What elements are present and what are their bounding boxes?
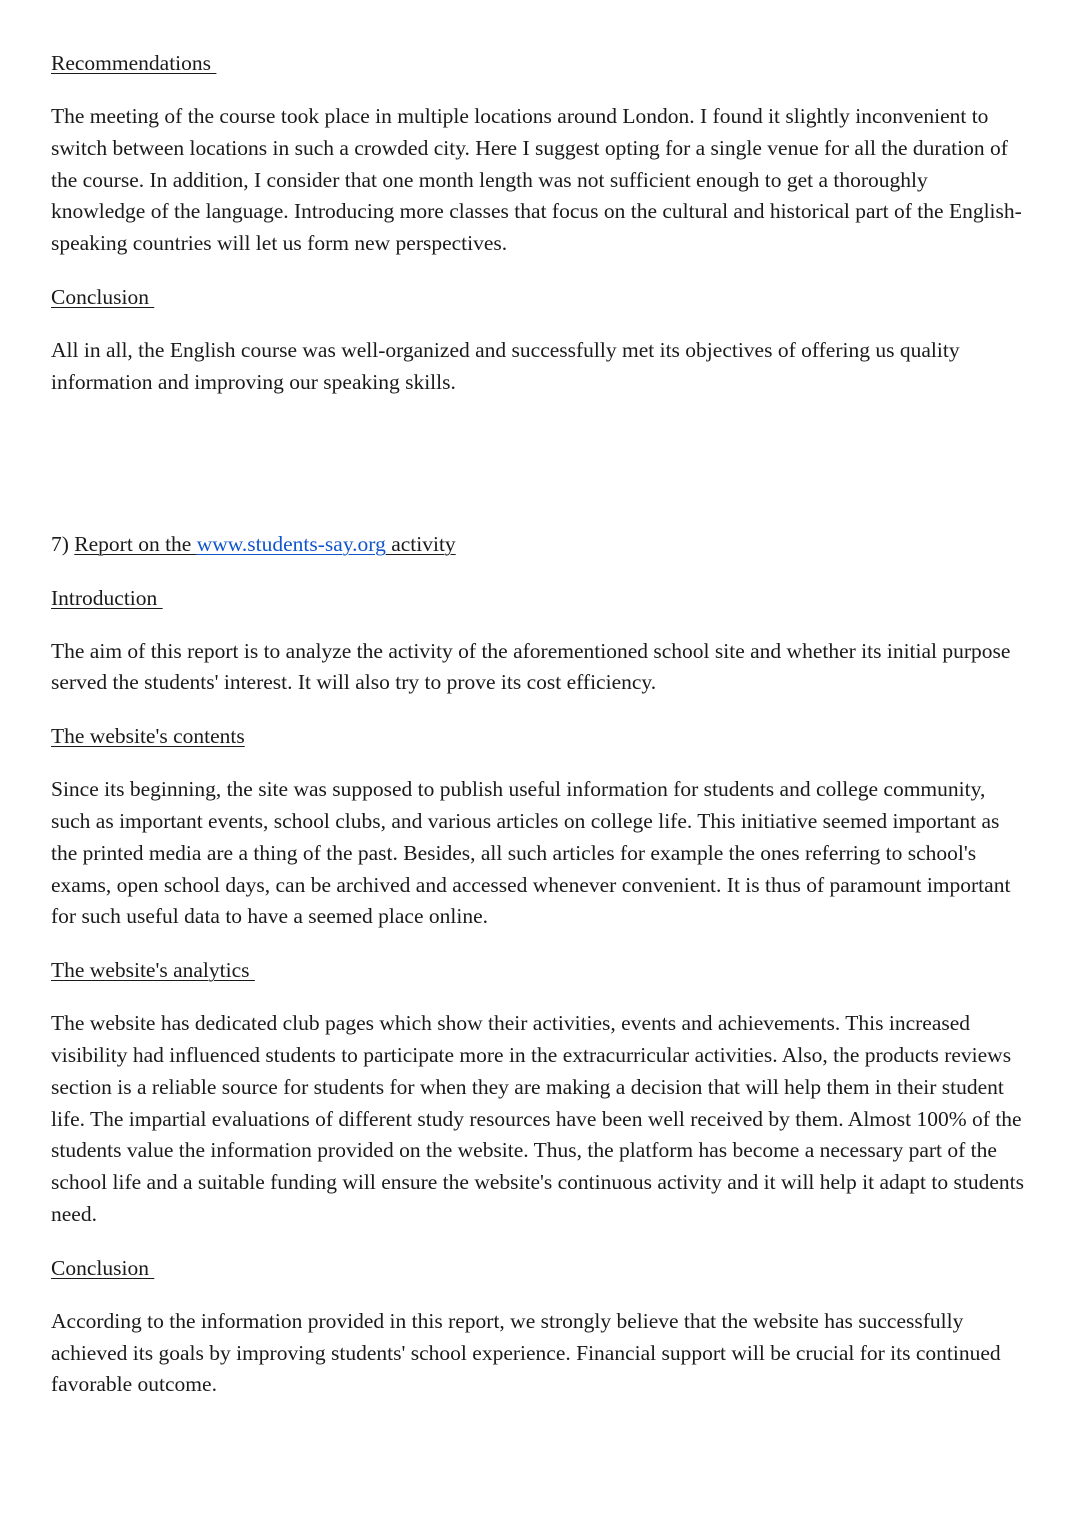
analytics-heading: The website's analytics	[51, 958, 255, 983]
contents-paragraph: Since its beginning, the site was supposed to publish useful information for students and college community, such as important events, school clubs, and various articles on college life. This initiative seemed important as the printed media are a thing of the past. Besides, all such articles for example the ones referring to school's exams, open school days, can be archived and accessed whenever convenient. It is thus of paramount important for such useful data to have a seemed place online.	[51, 777, 1011, 929]
introduction-paragraph: The aim of this report is to analyze the activity of the aforementioned school site and whether its initial purpose served the students' interest. It will also try to prove its cost efficiency.	[51, 638, 1011, 695]
report-conclusion-heading: Conclusion	[51, 1255, 155, 1280]
report-title: 7) Report on the www.students-say.org activity	[51, 531, 456, 556]
recommendations-paragraph: The meeting of the course took place in multiple locations around London. I found it slightly inconvenient to switch between locations in such a crowded city. Here I suggest opting for a single venue for all the duration of the course. In addition, I consider that one month length was not sufficient enough to get a thoroughly knowledge of the language. Introducing more classes that focus on the cultural and historical part of the English-speaking countries will let us form new perspectives.	[51, 104, 1022, 256]
introduction-heading: Introduction	[51, 585, 163, 610]
conclusion-paragraph: All in all, the English course was well-organized and successfully met its objectives of offering us quality information and improving our speaking skills.	[51, 337, 960, 394]
analytics-paragraph: The website has dedicated club pages which show their activities, events and achievements. This increased visibility had influenced students to participate more in the extracurricular activities. Also, the products reviews section is a reliable source for students for when they are making a decision that will help them in their student life. The impartial evaluations of different study resources have been well received by them. Almost 100% of the students value the information provided on the website. Thus, the platform has become a necessary part of the school life and a suitable funding will ensure the website's continuous activity and it will help it adapt to students need.	[51, 1011, 1024, 1226]
website-link[interactable]: www.students-say.org	[196, 531, 386, 556]
document-page	[51, 48, 1026, 1401]
contents-heading: The website's contents	[51, 724, 245, 749]
conclusion-heading: Conclusion	[51, 284, 155, 309]
recommendations-heading: Recommendations	[51, 51, 217, 75]
report-conclusion-paragraph: According to the information provided in this report, we strongly believe that the website has successfully achieved its goals by improving students' school experience. Financial support will be crucial for its continued favorable outcome.	[51, 1308, 1001, 1397]
